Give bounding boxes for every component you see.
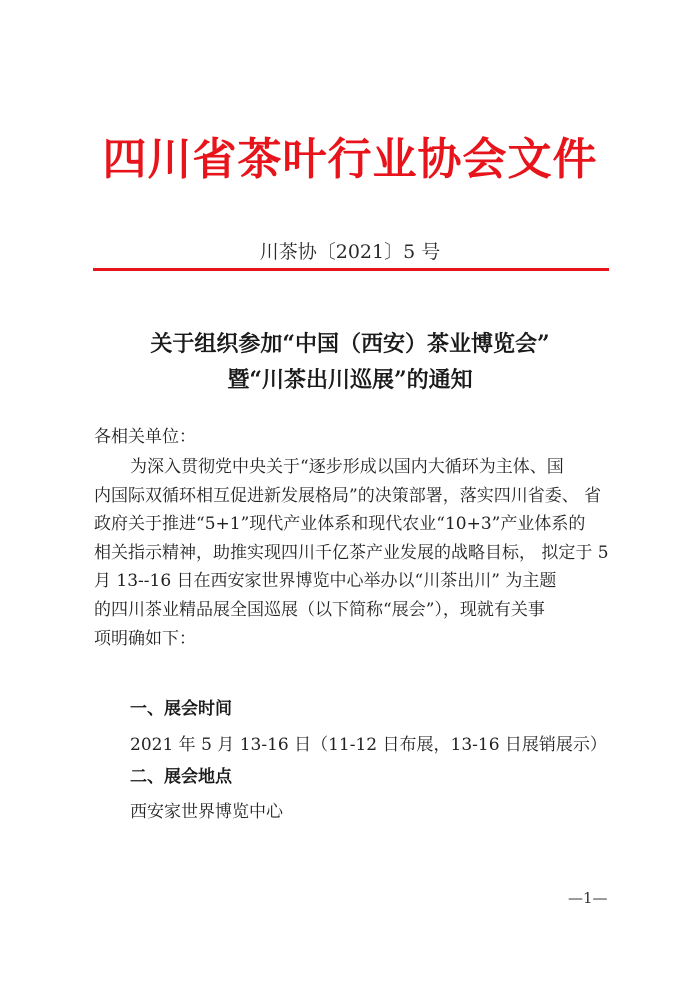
section-heading-time: 一、展会时间: [130, 699, 232, 719]
paragraph-line: 的四川茶业精品展全国巡展（以下简称“展会”），现就有关事: [94, 599, 545, 620]
notice-title-line-2: 暨“川茶出川巡展”的通知: [227, 367, 473, 393]
section-body-location: 西安家世界博览中心: [130, 802, 283, 822]
section-body-time: 2021 年 5 月 13-16 日（11-12 日布展，13-16 日展销展示）: [130, 735, 607, 755]
paragraph-line: 为深入贯彻党中央关于“逐步形成以国内大循环为主体、国: [130, 457, 564, 477]
organization-header: 四川省茶叶行业协会文件: [102, 134, 598, 185]
paragraph-line: 项明确如下：: [94, 628, 196, 649]
notice-title: [0, 326, 700, 398]
notice-title-line-1: 关于组织参加“中国（西安）茶业博览会”: [150, 331, 550, 357]
document-number: 川茶协〔2021〕5 号: [259, 241, 441, 263]
section-heading-location: 二、展会地点: [130, 767, 232, 787]
paragraph-line: 月 13--16 日在西安家世界博览中心举办以“川茶出川” 为主题: [94, 571, 557, 592]
red-divider-line: [93, 268, 609, 271]
paragraph-line: 政府关于推进“5+1”现代产业体系和现代农业“10+3”产业体系的: [94, 514, 586, 535]
page-number: —1—: [568, 889, 608, 907]
paragraph-line: 相关指示精神，助推实现四川千亿茶产业发展的战略目标， 拟定于 5: [94, 542, 609, 563]
salutation: 各相关单位：: [94, 427, 196, 447]
intro-paragraph: [94, 453, 609, 653]
paragraph-line: 内国际双循环相互促进新发展格局”的决策部署，落实四川省委、 省: [94, 485, 602, 506]
